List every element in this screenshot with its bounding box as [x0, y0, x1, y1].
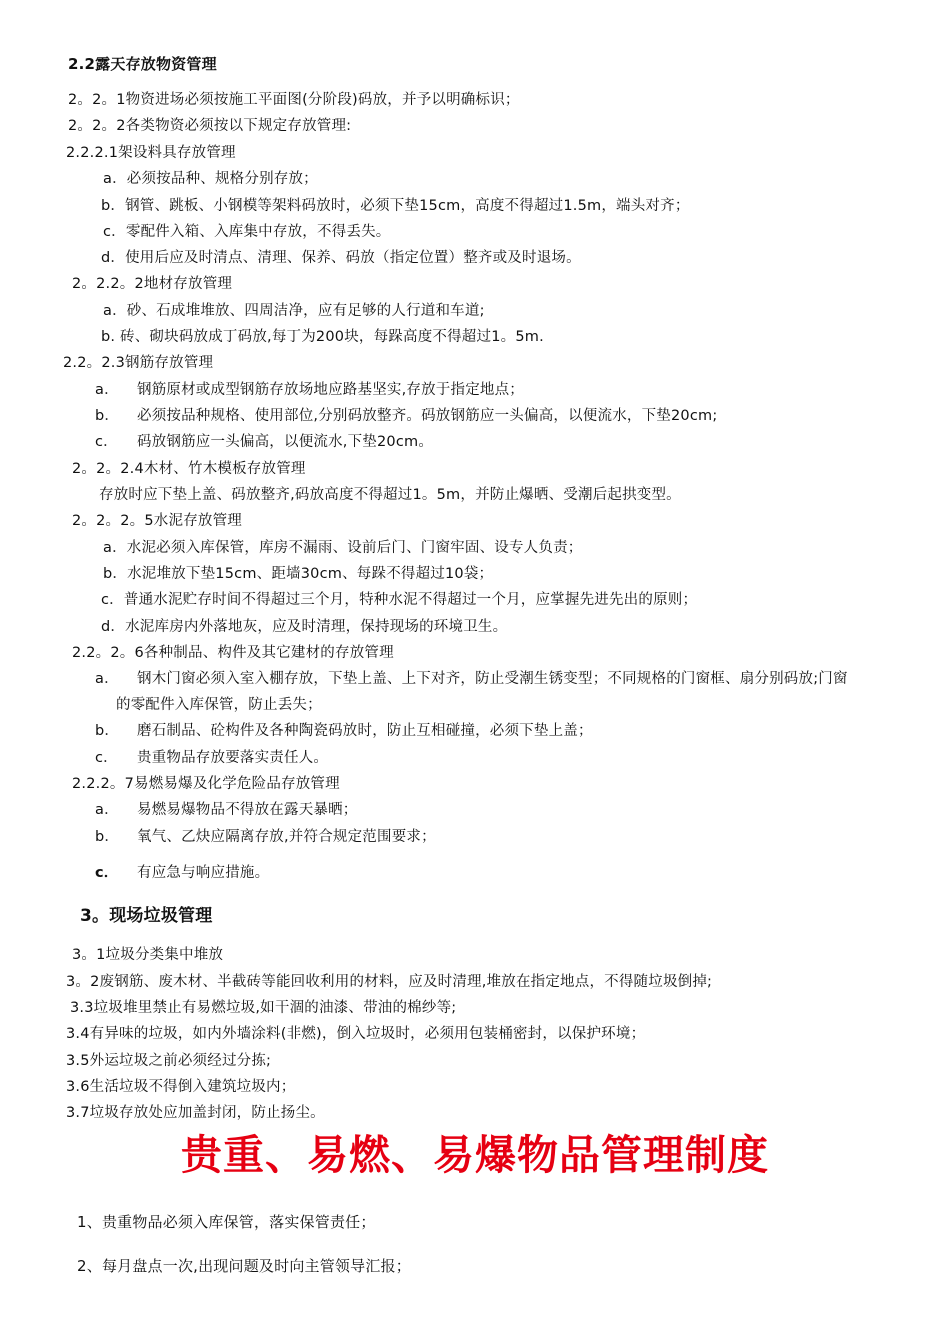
subsection-heading: 2.2。2.3钢筋存放管理	[63, 355, 214, 371]
list-item: 3。1垃圾分类集中堆放	[72, 947, 224, 963]
list-item	[95, 407, 717, 425]
section-heading: 2.2露天存放物资管理	[68, 55, 217, 73]
subsection-heading: 2.2.2.1架设料具存放管理	[66, 145, 236, 161]
list-item	[95, 801, 358, 819]
list-text: 有应急与响应措施。	[137, 865, 270, 881]
list-text-continued: 的零配件入库保管，防止丢失；	[116, 697, 322, 713]
subsection-heading: 2.2.2。7易燃易爆及化学危险品存放管理	[72, 776, 340, 792]
list-item	[95, 749, 328, 767]
list-item	[95, 864, 269, 882]
document-title: 贵重、易燃、易爆物品管理制度	[181, 1131, 769, 1179]
list-item: 3.4有异味的垃圾，如内外墙涂料(非燃)，倒入垃圾时，必须用包装桶密封，以保护环境；	[66, 1026, 646, 1042]
list-item: 1、贵重物品必须入库保管，落实保管责任；	[77, 1213, 376, 1231]
list-item: 3.7垃圾存放处应加盖封闭，防止扬尘。	[66, 1105, 325, 1121]
list-item: a．必须按品种、规格分别存放；	[103, 171, 318, 187]
subsection-heading: 2。2。2.4木材、竹木模板存放管理	[72, 461, 306, 477]
list-item: c．零配件入箱、入库集中存放，不得丢失。	[103, 224, 391, 240]
list-text: 码放钢筋应一头偏高，以便流水,下垫20cm。	[137, 434, 434, 450]
list-text: 钢木门窗必须入室入棚存放，下垫上盖、上下对齐，防止受潮生锈变型；不同规格的门窗框、扇分别码放;门窗	[137, 671, 848, 687]
list-item: d．使用后应及时清点、清理、保养、码放（指定位置）整齐或及时退场。	[101, 250, 581, 266]
list-item: b．钢管、跳板、小钢模等架料码放时，必须下垫15cm，高度不得超过1.5m，端头对齐；	[101, 198, 690, 214]
list-item	[95, 670, 848, 688]
list-marker: c．	[95, 750, 118, 766]
list-item: c．普通水泥贮存时间不得超过三个月，特种水泥不得超过一个月，应掌握先进先出的原则；	[101, 592, 698, 608]
list-item	[95, 433, 433, 451]
list-item: 3。2废钢筋、废木材、半截砖等能回收利用的材料，应及时清理,堆放在指定地点，不得随垃圾倒掉;	[66, 974, 713, 990]
list-marker: a．	[95, 382, 119, 398]
list-text: 必须按品种规格、使用部位,分别码放整齐。码放钢筋应一头偏高，以便流水，下垫20cm;	[137, 408, 718, 424]
list-text: 贵重物品存放要落实责任人。	[137, 750, 329, 766]
subsection-heading: 2.2。2。6各种制品、构件及其它建材的存放管理	[72, 645, 394, 661]
list-text: 磨石制品、砼构件及各种陶瓷码放时，防止互相碰撞，必须下垫上盖；	[137, 723, 593, 739]
list-text: 钢筋原材或成型钢筋存放场地应路基坚实,存放于指定地点；	[137, 382, 525, 398]
list-item: 2、每月盘点一次,出现问题及时向主管领导汇报；	[77, 1257, 411, 1275]
list-item	[95, 722, 593, 740]
list-marker: a．	[95, 802, 119, 818]
list-item: 3.6生活垃圾不得倒入建筑垃圾内；	[66, 1079, 296, 1095]
list-item: 3.5外运垃圾之前必须经过分拣;	[66, 1053, 272, 1069]
subsection-heading: 2。2.2。2地材存放管理	[72, 276, 233, 292]
subsection-heading: 2。2。2。5水泥存放管理	[72, 513, 243, 529]
list-item: 3.3垃圾堆里禁止有易燃垃圾,如干涸的油漆、带油的棉纱等;	[70, 1000, 457, 1016]
list-marker: b．	[95, 723, 120, 739]
paragraph: 2。2。2各类物资必须按以下规定存放管理:	[68, 118, 352, 134]
section-heading: 3。现场垃圾管理	[80, 906, 213, 926]
list-item: a．砂、石成堆堆放、四周洁净，应有足够的人行道和车道;	[103, 303, 485, 319]
list-item: b. 砖、砌块码放成丁码放,每丁为200块，每跺高度不得超过1。5m.	[101, 329, 544, 345]
list-text: 氧气、乙炔应隔离存放,并符合规定范围要求；	[137, 829, 436, 845]
list-marker: c．	[95, 434, 118, 450]
list-text: 易燃易爆物品不得放在露天暴晒；	[137, 802, 358, 818]
list-item	[95, 381, 524, 399]
list-marker: c．	[95, 865, 119, 881]
paragraph: 存放时应下垫上盖、码放整齐,码放高度不得超过1。5m，并防止爆晒、受潮后起拱变型。	[99, 487, 681, 503]
list-item: b．水泥堆放下垫15cm、距墙30cm、每跺不得超过10袋；	[103, 566, 494, 582]
list-marker: b．	[95, 408, 120, 424]
list-marker: b．	[95, 829, 120, 845]
list-item	[95, 828, 436, 846]
paragraph: 2。2。1物资进场必须按施工平面图(分阶段)码放，并予以明确标识；	[68, 92, 520, 108]
list-marker: a．	[95, 671, 119, 687]
list-item: a．水泥必须入库保管，库房不漏雨、设前后门、门窗牢固、设专人负责；	[103, 540, 583, 556]
list-item: d．水泥库房内外落地灰，应及时清理，保持现场的环境卫生。	[101, 619, 508, 635]
